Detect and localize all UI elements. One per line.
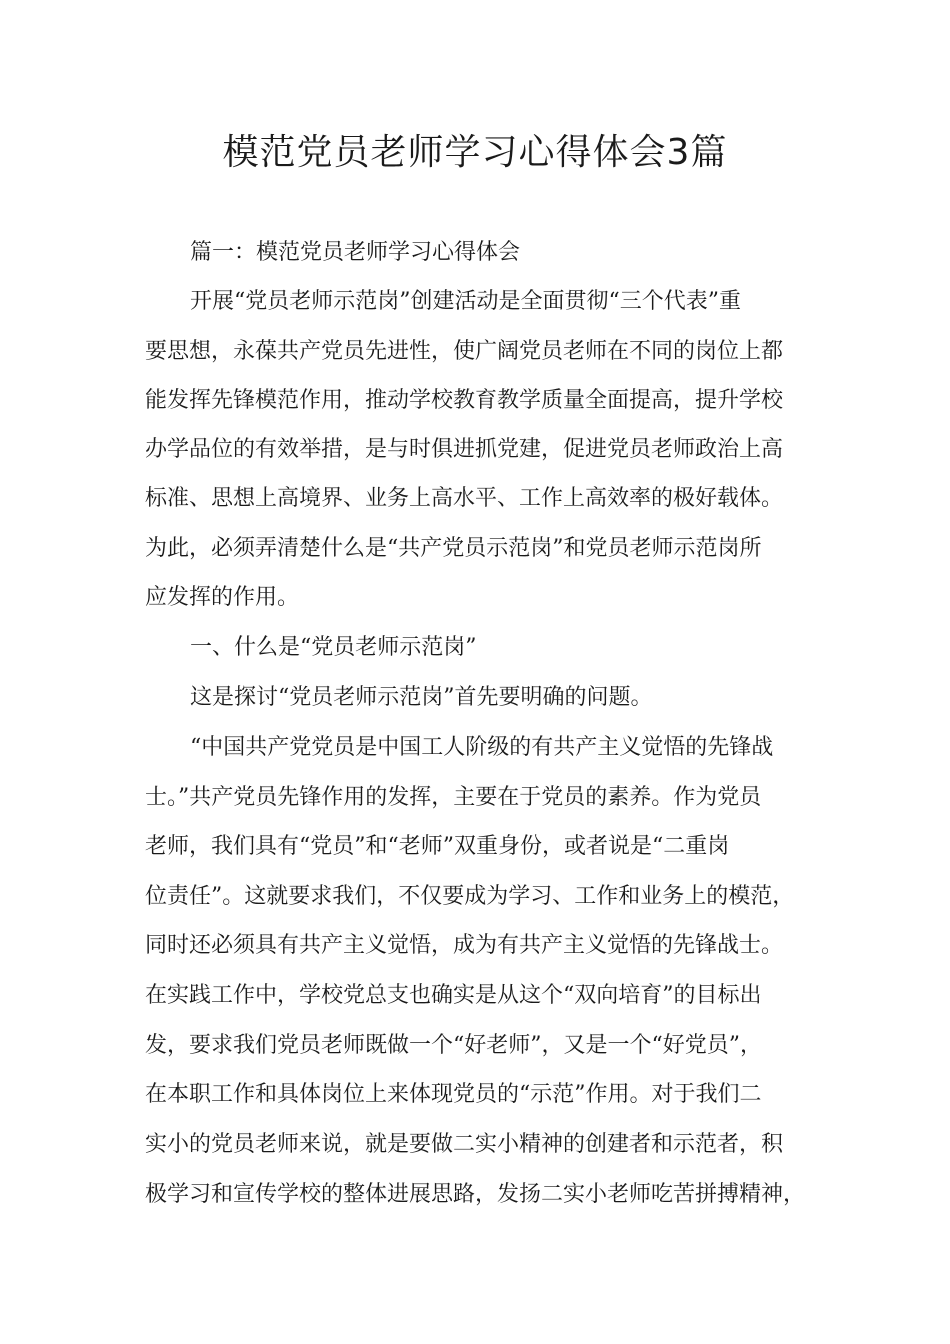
paragraph-line: 能发挥先锋模范作用，推动学校教育教学质量全面提高，提升学校 [145, 388, 784, 413]
paragraph-line: 实小的党员老师来说，就是要做二实小精神的创建者和示范者，积 [145, 1132, 784, 1157]
paragraph-line: 位责任”。这就要求我们，不仅要成为学习、工作和业务上的模范， [145, 884, 795, 909]
paragraph-line: 标准、思想上高境界、业务上高水平、工作上高效率的极好载体。 [145, 486, 784, 511]
paragraph-line: 同时还必须具有共产主义觉悟，成为有共产主义觉悟的先锋战士。 [145, 933, 784, 958]
paragraph-line: “中国共产党党员是中国工人阶级的有共产主义觉悟的先锋战 [190, 735, 774, 760]
paragraph-line: 在实践工作中，学校党总支也确实是从这个“双向培育”的目标出 [145, 983, 762, 1008]
paragraph-line: 老师，我们具有“党员”和“老师”双重身份，或者说是“二重岗 [145, 834, 730, 859]
paragraph-line: 在本职工作和具体岗位上来体现党员的“示范”作用。对于我们二 [145, 1082, 762, 1107]
paragraph-line: 应发挥的作用。 [145, 585, 300, 610]
paragraph-line: 士。”共产党员先锋作用的发挥，主要在于党员的素养。作为党员 [145, 785, 762, 810]
paragraph-line: 为此，必须弄清楚什么是“共产党员示范岗”和党员老师示范岗所 [145, 536, 762, 561]
document-title: 模范党员老师学习心得体会3篇 [222, 132, 728, 173]
section-heading-1: 一、什么是“党员老师示范岗” [190, 635, 477, 660]
paragraph-line: 发，要求我们党员老师既做一个“好老师”，又是一个“好党员”， [145, 1033, 762, 1058]
section-heading-part1: 篇一：模范党员老师学习心得体会 [190, 240, 521, 265]
paragraph-line: 这是探讨“党员老师示范岗”首先要明确的问题。 [190, 685, 653, 710]
paragraph-line: 开展“党员老师示范岗”创建活动是全面贯彻“三个代表”重 [190, 289, 741, 314]
paragraph-line: 极学习和宣传学校的整体进展思路，发扬二实小老师吃苦拼搏精神， [145, 1182, 806, 1207]
paragraph-line: 办学品位的有效举措，是与时俱进抓党建，促进党员老师政治上高 [145, 437, 784, 462]
paragraph-line: 要思想，永葆共产党员先进性，使广阔党员老师在不同的岗位上都 [145, 339, 784, 364]
